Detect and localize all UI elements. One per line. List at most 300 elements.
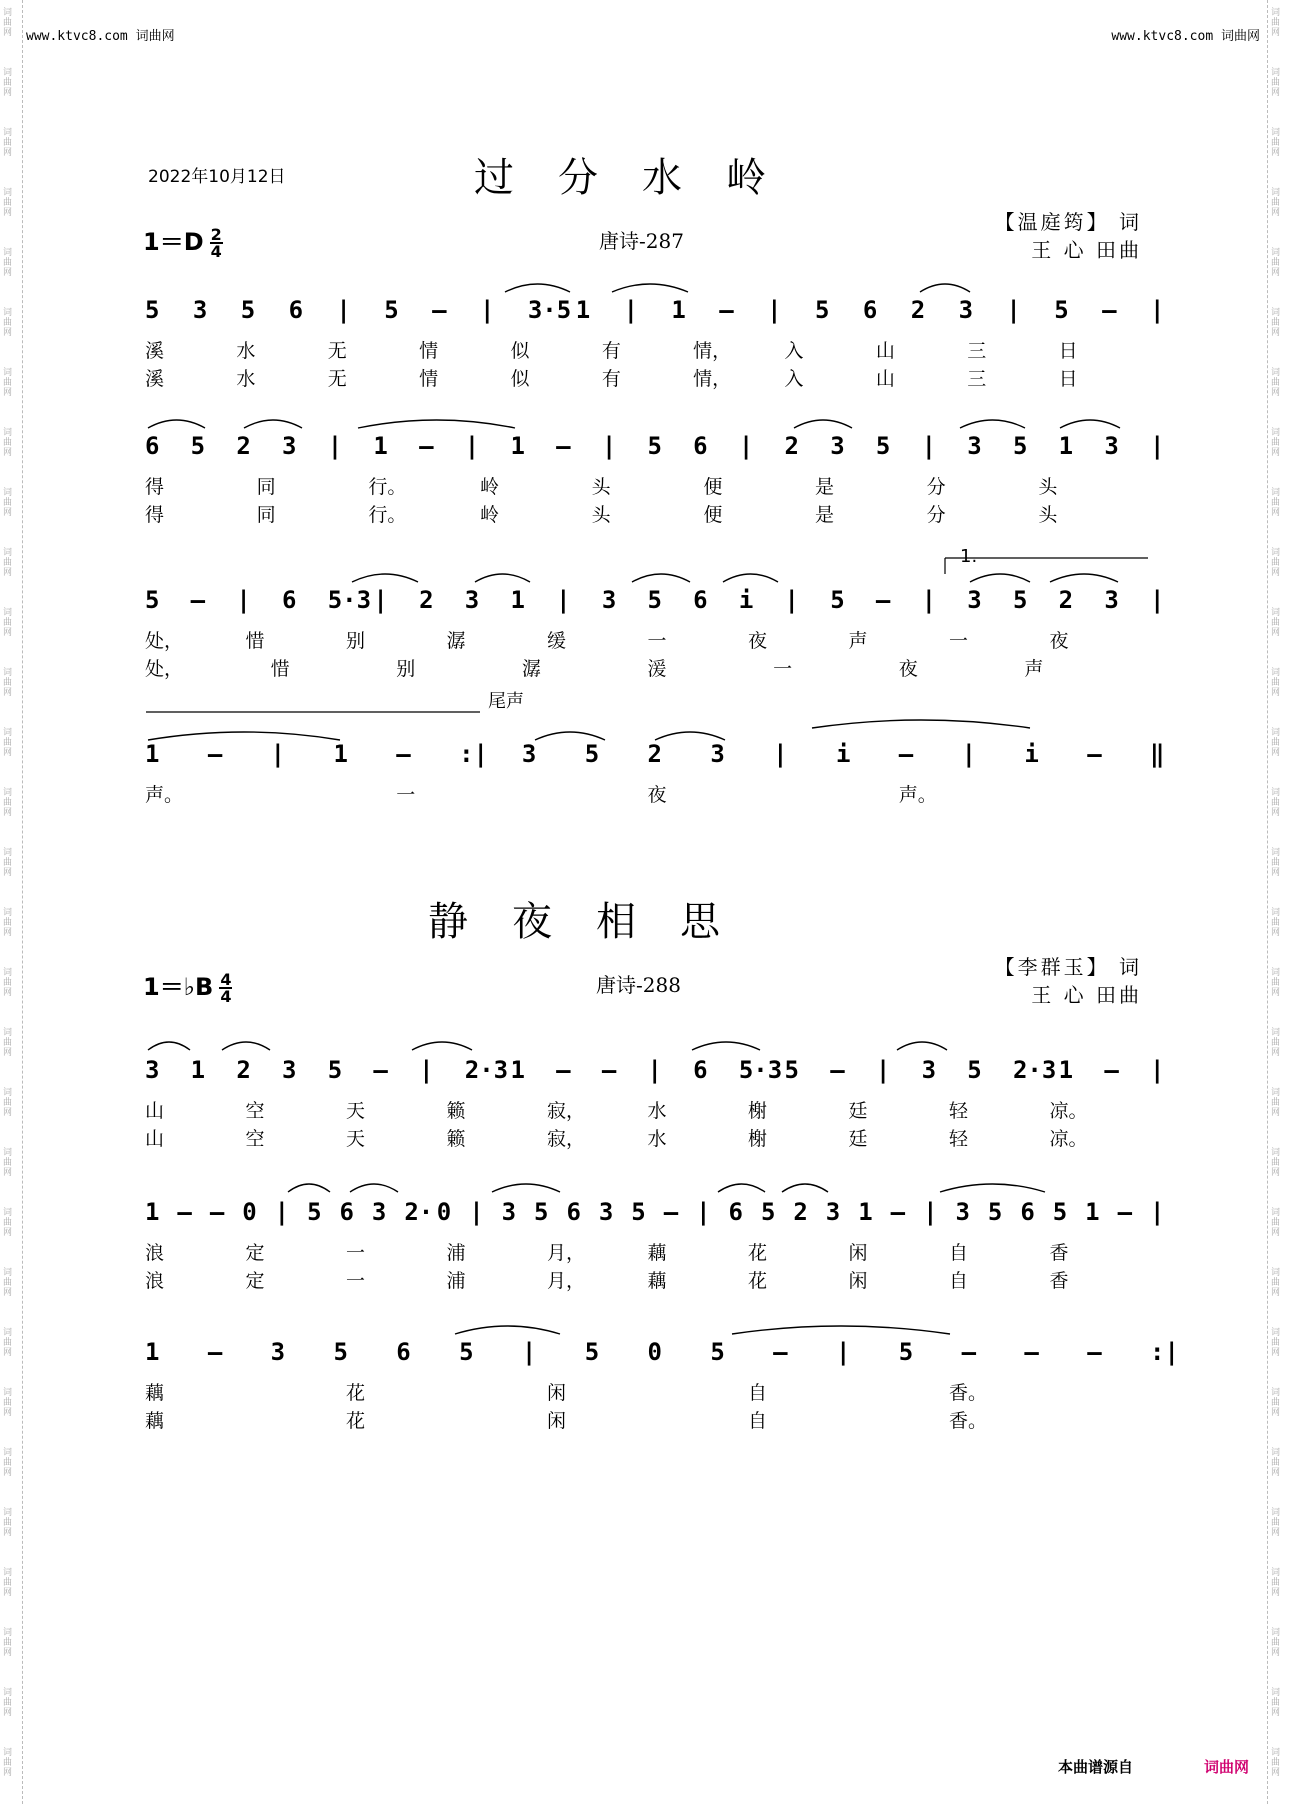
slur-mark [148,732,340,740]
note: | [464,432,480,460]
note: | [784,586,799,614]
lyric-line-1: 有 [601,340,621,362]
lyric-line-1: 夜 [748,630,768,652]
lyric-line-2: 头 [1038,504,1058,526]
note: 3 [192,296,208,324]
lyric-line-1: 自 [949,1242,969,1264]
note: 5 [898,1338,914,1366]
edge-watermark: 词 曲 网 [1271,1148,1281,1178]
edge-watermark: 词 曲 网 [1271,1448,1281,1478]
slur-mark [1060,420,1120,428]
lyric-line-2: 湲 [647,658,667,680]
edge-watermark: 词 曲 网 [1271,1748,1281,1778]
note: – [890,1198,906,1226]
note: – [207,1338,223,1366]
note: 6 [145,432,160,460]
note: 5 [631,1198,646,1226]
note: 5 [967,1056,982,1084]
edge-watermark: 词 曲 网 [1271,488,1281,518]
header-right-site[interactable]: www.ktvc8.com [1111,29,1214,44]
lyric-line-1: 无 [327,340,347,362]
note: | [921,432,937,460]
song1-time-top: 2 [210,225,222,244]
note: 3 [501,1198,517,1226]
edge-watermark: 词 曲 网 [1271,68,1281,98]
lyric-line-2: 同 [256,504,276,526]
lyric-line-2: 潺 [521,658,541,680]
note: | [696,1198,711,1226]
score-date: 2022年10月12日 [148,167,286,187]
edge-watermark: 词 曲 网 [1271,548,1281,578]
edge-watermark: 词 曲 网 [3,188,13,218]
lyric-line-1: 闲 [848,1242,868,1264]
lyric-line-1: 一 [949,630,969,652]
footer-source-name[interactable]: 词曲网 [1204,1758,1250,1776]
note: 2 [236,432,251,460]
note: 3 [598,1198,614,1226]
note: 1 [373,432,388,460]
edge-watermark: 词 曲 网 [3,548,13,578]
lyric-line-2: 浪 [145,1270,165,1292]
note: 6 [693,432,708,460]
slur-mark [358,420,515,428]
song2-composer: 王 心 田曲 [1031,983,1142,1007]
note: 2 [1058,586,1074,614]
slur-mark [350,1184,398,1192]
song2-time-bottom: 4 [220,987,232,1006]
note: – [663,1198,679,1226]
edge-watermark: 词 曲 网 [3,1688,13,1718]
lyric-line-2: 轻 [949,1128,969,1150]
lyric-line-1: 别 [346,630,366,652]
lyric-line-2: 浦 [446,1270,466,1292]
edge-watermark: 词 曲 网 [3,668,13,698]
edge-watermark: 词 曲 网 [3,968,13,998]
note: 3 [282,1056,297,1084]
edge-watermark: 词 曲 网 [1271,308,1281,338]
lyric-line-1: 山 [875,340,895,362]
note: 6 [862,296,878,324]
slur-mark [455,1326,560,1334]
note: – [961,1338,977,1366]
note: 5 [240,296,256,324]
edge-watermark: 词 曲 网 [1271,908,1281,938]
note: | [1006,296,1021,324]
lyric-line-1: 水 [236,340,256,362]
note: 2 [647,740,662,768]
note: i [1024,740,1039,768]
note: | [647,1056,662,1084]
edge-watermark: 词 曲 网 [1271,788,1281,818]
slur-mark [940,1184,1045,1192]
lyric-line-1: 夜 [1049,630,1069,652]
edge-watermark: 词 曲 网 [1271,668,1281,698]
edge-watermark: 词 曲 网 [3,1388,13,1418]
note: 5 [145,296,160,324]
note: 5·3 [738,1056,783,1084]
song2-key-text: 1＝♭B [143,973,214,1001]
slur-mark [897,1042,947,1050]
lyric-line-1: 水 [647,1100,667,1122]
edge-watermark: 词 曲 网 [3,728,13,758]
edge-watermark: 词 曲 网 [3,1508,13,1538]
note: | [923,1198,938,1226]
lyric-line-1: 分 [926,476,946,498]
lyric-line-2: 榭 [748,1128,768,1150]
note: 5 [145,586,160,614]
lyric-line-2: 空 [245,1128,265,1150]
note: 5 [875,432,891,460]
note: 6 [282,586,297,614]
note: | [767,296,782,324]
lyric-line-1: 山 [145,1100,165,1122]
note: 6 [566,1198,581,1226]
note: | [921,586,937,614]
slur-mark [718,1184,765,1192]
lyric-line-1: 日 [1058,340,1078,362]
lyric-line-2: 天 [346,1128,366,1150]
note: | [469,1198,484,1226]
edge-watermark: 词 曲 网 [3,1328,13,1358]
lyric-line-2: 自 [949,1270,969,1292]
edge-watermark: 词 曲 网 [1271,1568,1281,1598]
note: | [835,1338,851,1366]
edge-watermark: 词 曲 网 [1271,428,1281,458]
edge-watermark: 词 曲 网 [3,68,13,98]
note: 3 [955,1198,970,1226]
note: 5 [784,1056,799,1084]
edge-watermark: 词 曲 网 [3,8,13,38]
lyric-line-2: 有 [601,368,621,390]
slur-mark [535,732,605,740]
note: | [373,586,388,614]
note: 1 [858,1198,873,1226]
lyric-line-1: 三 [967,340,987,362]
note: 5 [333,1338,348,1366]
lyric-line-2: 月， [547,1270,586,1292]
note: 2·3 [464,1056,509,1084]
slur-mark [1050,574,1118,582]
lyric-line-2: 藕 [647,1270,667,1292]
note: 3 [270,1338,286,1366]
note: – [1087,740,1102,768]
note: 6 [339,1198,354,1226]
edge-watermark: 词 曲 网 [3,908,13,938]
lyric-line-2: 情 [419,368,439,390]
lyric-line-1: 籁 [446,1100,466,1122]
edge-watermark: 词 曲 网 [3,428,13,458]
note: :| [459,740,488,768]
slur-mark [723,574,778,582]
lyric-line-2: 花 [748,1270,768,1292]
lyric-line-2: 闲 [547,1410,567,1432]
lyric-line-2: 便 [703,504,723,526]
note: – [830,1056,845,1084]
note: – [207,740,223,768]
note: 5 [459,1338,474,1366]
volta-label: 1. [960,546,978,567]
edge-watermark: 词 曲 网 [3,1088,13,1118]
note: – [898,740,914,768]
lyric-line-1: 缓 [547,630,567,652]
song1-title: 过分水岭 [474,155,810,201]
note: 5 [327,1056,343,1084]
note: 3 [521,740,537,768]
song2-time-top: 4 [220,970,232,989]
note: 0 [242,1198,257,1226]
edge-watermark: 词 曲 网 [1271,1328,1281,1358]
note: 6 [693,1056,708,1084]
lyric-line-1: 定 [245,1242,265,1264]
slur-mark [612,284,688,292]
lyric-line-1: 一 [396,784,416,806]
lyric-line-1: 处， [145,630,184,652]
edge-watermark: 词 曲 网 [3,1448,13,1478]
note: 3 [921,1056,937,1084]
lyric-line-2: 入 [784,368,804,390]
edge-watermark: 词 曲 网 [3,248,13,278]
note: | [327,432,343,460]
lyric-line-1: 惜 [245,630,265,652]
lyric-line-1: 声。 [145,784,184,806]
note: | [236,586,251,614]
note: | [270,740,286,768]
lyric-line-2: 自 [748,1410,768,1432]
lyric-line-1: 声。 [898,784,937,806]
note: 1 [145,1338,160,1366]
slur-mark [288,1184,330,1192]
note: 5 [647,432,662,460]
note: – [1102,296,1117,324]
note: 6 [693,586,708,614]
lyric-line-1: 闲 [547,1382,567,1404]
note: ‖ [1150,740,1165,768]
edge-watermark: 词 曲 网 [1271,1688,1281,1718]
edge-watermark: 词 曲 网 [3,1268,13,1298]
note: | [961,740,977,768]
edge-watermark: 词 曲 网 [3,488,13,518]
note: 5 [830,586,845,614]
lyric-line-1: 头 [1038,476,1058,498]
edge-watermark: 词 曲 网 [1271,1208,1281,1238]
note: 2· [404,1198,434,1226]
lyric-line-2: 闲 [848,1270,868,1292]
lyric-line-2: 日 [1058,368,1078,390]
note: – [419,432,434,460]
note: 5 [815,296,830,324]
header-left-name: 词曲网 [135,29,175,44]
note: 2 [236,1056,251,1084]
edge-watermark: 词 曲 网 [3,1568,13,1598]
lyric-line-1: 入 [784,340,804,362]
song1-lyricist: 【温庭筠】 词 [994,210,1142,234]
slur-mark [794,420,852,428]
lyric-line-2: 无 [327,368,347,390]
edge-watermark: 词 曲 网 [1271,8,1281,38]
edge-watermark: 词 曲 网 [1271,608,1281,638]
lyric-line-2: 行。 [368,504,407,526]
slur-mark [412,1042,472,1050]
lyric-line-2: 廷 [848,1128,868,1150]
note: – [1087,1338,1102,1366]
note: | [601,432,617,460]
slur-mark [505,284,570,292]
note: 3 [1104,432,1119,460]
lyric-line-2: 水 [236,368,256,390]
note: 5 [760,1198,776,1226]
note: i [835,740,851,768]
note: | [738,432,754,460]
lyric-line-1: 浪 [145,1242,165,1264]
note: – [1024,1338,1039,1366]
lyric-line-2: 处， [145,658,184,680]
note: 1 [671,296,686,324]
note: 5 [1012,586,1028,614]
lyric-line-1: 藕 [647,1242,667,1264]
lyric-line-1: 藕 [145,1382,165,1404]
song2-subtitle: 唐诗-288 [596,973,681,997]
note: – [396,740,411,768]
edge-watermark: 词 曲 网 [1271,1268,1281,1298]
lyric-line-1: 浦 [446,1242,466,1264]
edge-watermark: 词 曲 网 [1271,848,1281,878]
lyric-line-1: 花 [748,1242,768,1264]
note: 6 [396,1338,411,1366]
edge-watermark: 词 曲 网 [3,1148,13,1178]
song2-lyricist: 【李群玉】 词 [994,955,1142,979]
note: 5 [1054,296,1069,324]
note: – [719,296,734,324]
lyric-line-2: 夜 [898,658,918,680]
lyric-line-1: 行。 [368,476,407,498]
lyric-line-2: 山 [875,368,895,390]
note: – [373,1056,388,1084]
coda-label: 尾声 [488,691,524,712]
note: 6 [1020,1198,1035,1226]
slur-mark [148,1042,190,1050]
lyric-line-1: 花 [346,1382,366,1404]
slur-mark [632,574,690,582]
note: 6 [288,296,304,324]
note: 5·3 [327,586,372,614]
header-right-name: 词曲网 [1220,29,1260,44]
note: 3 [967,586,982,614]
note: | [336,296,351,324]
note: – [601,1056,617,1084]
song2-title: 静夜相思 [428,899,764,945]
note: – [432,296,447,324]
lyric-line-1: 一 [647,630,667,652]
note: – [177,1198,192,1226]
lyric-line-1: 情 [419,340,439,362]
lyric-line-2: 声 [1024,658,1044,680]
note: 3 [830,432,845,460]
note: 1 [1085,1198,1100,1226]
note: 5 [384,296,399,324]
note: 5 [987,1198,1003,1226]
slur-mark [655,732,725,740]
lyric-line-1: 同 [256,476,276,498]
note: 1 [510,586,525,614]
note: 2 [910,296,926,324]
slur-mark [960,420,1025,428]
lyric-line-1: 一 [346,1242,366,1264]
note: 5 [1052,1198,1068,1226]
song1-subtitle: 唐诗-287 [599,229,684,253]
lyric-line-1: 头 [591,476,611,498]
header-left-site[interactable]: www.ktvc8.com [26,29,128,44]
edge-watermark: 词 曲 网 [3,848,13,878]
lyric-line-1: 榭 [748,1100,768,1122]
lyric-line-1: 溪 [145,340,165,362]
note: 6 [728,1198,743,1226]
note: 3 [967,432,982,460]
slur-mark [732,1326,950,1334]
edge-watermark: 词 曲 网 [1271,368,1281,398]
lyric-line-2: 藕 [145,1410,165,1432]
note: 0 [436,1198,452,1226]
song1-key-text: 1＝D [143,228,204,256]
lyric-line-1: 似 [510,340,530,362]
note: | [556,586,571,614]
lyric-line-2: 似 [510,368,530,390]
edge-watermark: 词 曲 网 [3,1628,13,1658]
note: 5 [190,432,206,460]
note: 5 [647,586,662,614]
note: 2 [784,432,799,460]
lyric-line-1: 声 [848,630,868,652]
lyric-line-1: 香。 [949,1382,988,1404]
lyric-line-1: 是 [815,476,835,498]
edge-watermark: 词 曲 网 [3,608,13,638]
note: 1 [145,1198,160,1226]
note: 1 [1058,432,1074,460]
note: 3·5 [527,296,572,324]
note: 3 [145,1056,160,1084]
note: 3 [825,1198,841,1226]
song1-time-bottom: 4 [210,242,222,261]
note: | [521,1338,537,1366]
lyric-line-1: 廷 [848,1100,868,1122]
note: 3 [710,740,725,768]
note: 1 [1058,1056,1074,1084]
lyric-line-1: 香 [1049,1242,1069,1264]
note: | [1150,432,1165,460]
lyric-line-2: 山 [145,1128,165,1150]
lyric-line-2: 籁 [446,1128,466,1150]
lyric-line-2: 水 [647,1128,667,1150]
note: – [556,1056,571,1084]
song1-composer: 王 心 田曲 [1031,238,1142,262]
lyric-line-2: 香 [1049,1270,1069,1292]
note: – [556,432,571,460]
note: – [209,1198,225,1226]
slur-mark [475,574,530,582]
lyric-line-2: 得 [145,504,165,526]
note: 5 [584,1338,600,1366]
note: 1 [510,432,525,460]
edge-watermark: 词 曲 网 [3,368,13,398]
lyric-line-2: 是 [815,504,835,526]
note: | [419,1056,434,1084]
note: – [190,586,206,614]
lyric-line-1: 便 [703,476,723,498]
slur-mark [352,574,418,582]
lyric-line-1: 夜 [647,784,667,806]
lyric-line-2: 花 [346,1410,366,1432]
lyric-line-2: 别 [396,658,416,680]
edge-watermark: 词 曲 网 [1271,128,1281,158]
